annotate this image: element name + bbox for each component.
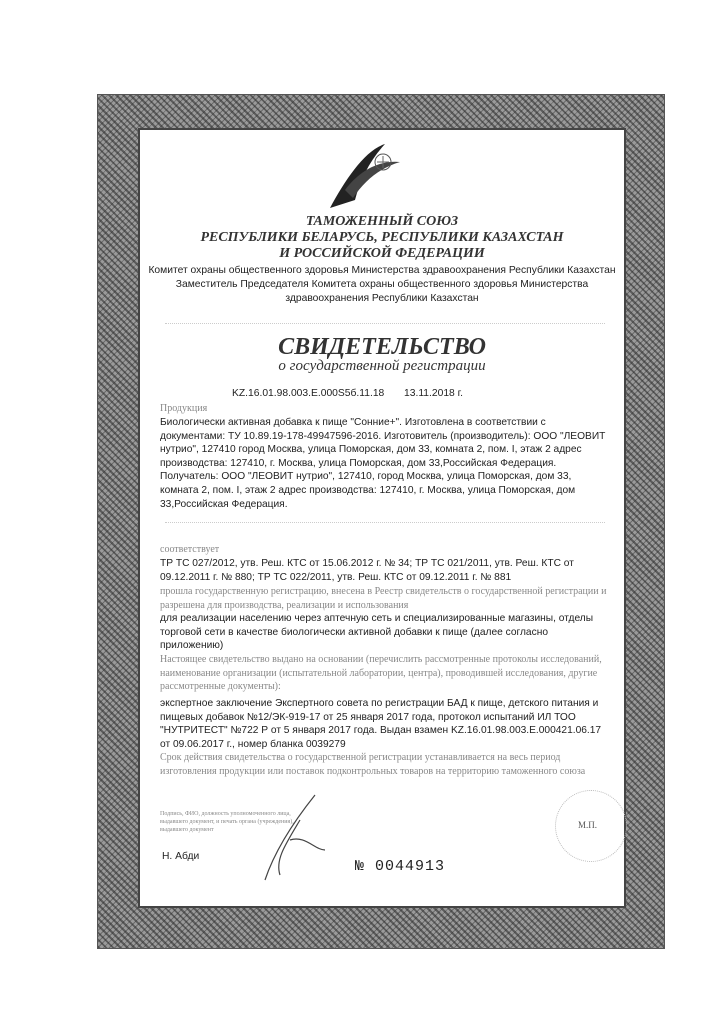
stamp-label: М.П.	[578, 820, 598, 830]
product-label: Продукция	[160, 403, 208, 414]
basis-label: Настоящее свидетельство выдано на основании (перечислить рассмотренные протоколы исследований, наименование организации (испытательной лаборатории, центра), проводившей исследования, другие рассмотренные документы):	[160, 654, 602, 693]
validity-text: Срок действия свидетельства о государственной регистрации устанавливается на весь период изготовления продукции или поставок подконтрольных товаров на территорию таможенного союза	[160, 752, 586, 777]
union-states-line2: И РОССИЙСКОЙ ФЕДЕРАЦИИ	[279, 246, 485, 261]
document-title: СВИДЕТЕЛЬСТВО	[278, 334, 486, 360]
signature	[255, 790, 335, 890]
registration-date: 13.11.2018 г.	[404, 388, 463, 399]
conforms-label: соответствует	[160, 544, 220, 555]
registration-passed-text: прошла государственную регистрацию, внесена в Реестр свидетельств о государственной регистрации и разрешена для производства, реализации и использования	[160, 586, 607, 611]
basis-text: экспертное заключение Экспертного совета по регистрации БАД к пище, детского питания и пищевых добавок №12/ЭК-919-17 от 25 января 2017 года, протокол испытаний ИЛ ТОО "НУТРИТЕСТ" №722 Р от 5 января 2017 года. Выдан взамен KZ.16.01.98.003.E.000421.06.17 от 09.06.2017 г., номер бланка 0039279	[160, 698, 602, 750]
conforms-text: ТР ТС 027/2012, утв. Реш. КТС от 15.06.2012 г. № 34; ТР ТС 021/2011, утв. Реш. КТС от 09.12.2011 г. № 880; ТР ТС 022/2011, утв. Реш. КТС от 09.12.2011 г. № 881	[160, 558, 574, 583]
blank-number: № 0044913	[355, 858, 446, 875]
divider	[165, 323, 605, 324]
signatory-name: Н. Абди	[162, 851, 200, 862]
usage-text: для реализации населению через аптечную сеть и специализированные магазины, отделы торговой сети в качестве биологически активной добавки к пище (далее согласно приложению)	[160, 613, 594, 652]
product-description: Биологически активная добавка к пище "Сонние+". Изготовлена в соответствии с документами: ТУ 10.89.19-178-49947596-2016. Изготовитель (производитель): ООО "ЛЕОВИТ нутрио", 127410 город Москва, улица Поморская, дом 33, комната 2, пом. I, этаж 2 адрес производства: 127410, г. Москва, улица Поморская, дом 33,Российская Федерация. Получатель: ООО "ЛЕОВИТ нутрио", 127410, город Москва, улица Поморская, дом 33, комната 2, пом. I, этаж 2 адрес производства: 127410, г. Москва, улица Поморская, дом 33,Российская Федерация.	[160, 417, 606, 510]
union-title: ТАМОЖЕННЫЙ СОЮЗ	[305, 214, 459, 229]
divider	[165, 522, 605, 523]
authority-line1: Комитет охраны общественного здоровья Министерства здравоохранения Республики Казахстан	[148, 265, 616, 276]
union-states-line1: РЕСПУБЛИКИ БЕЛАРУСЬ, РЕСПУБЛИКИ КАЗАХСТАН	[200, 230, 564, 245]
authority-line2: Заместитель Председателя Комитета охраны общественного здоровья Министерства	[175, 279, 589, 290]
registration-number: KZ.16.01.98.003.E.000Ѕ5б.11.18	[232, 388, 385, 399]
customs-union-logo	[325, 140, 405, 212]
document-subtitle: о государственной регистрации	[278, 358, 486, 374]
authority-line3: здравоохранения Республики Казахстан	[285, 293, 479, 304]
signature-label: Подпись, ФИО, должность уполномоченного лица, выдавшего документ, и печать органа (учреждения), выдавшего документ	[160, 811, 294, 833]
